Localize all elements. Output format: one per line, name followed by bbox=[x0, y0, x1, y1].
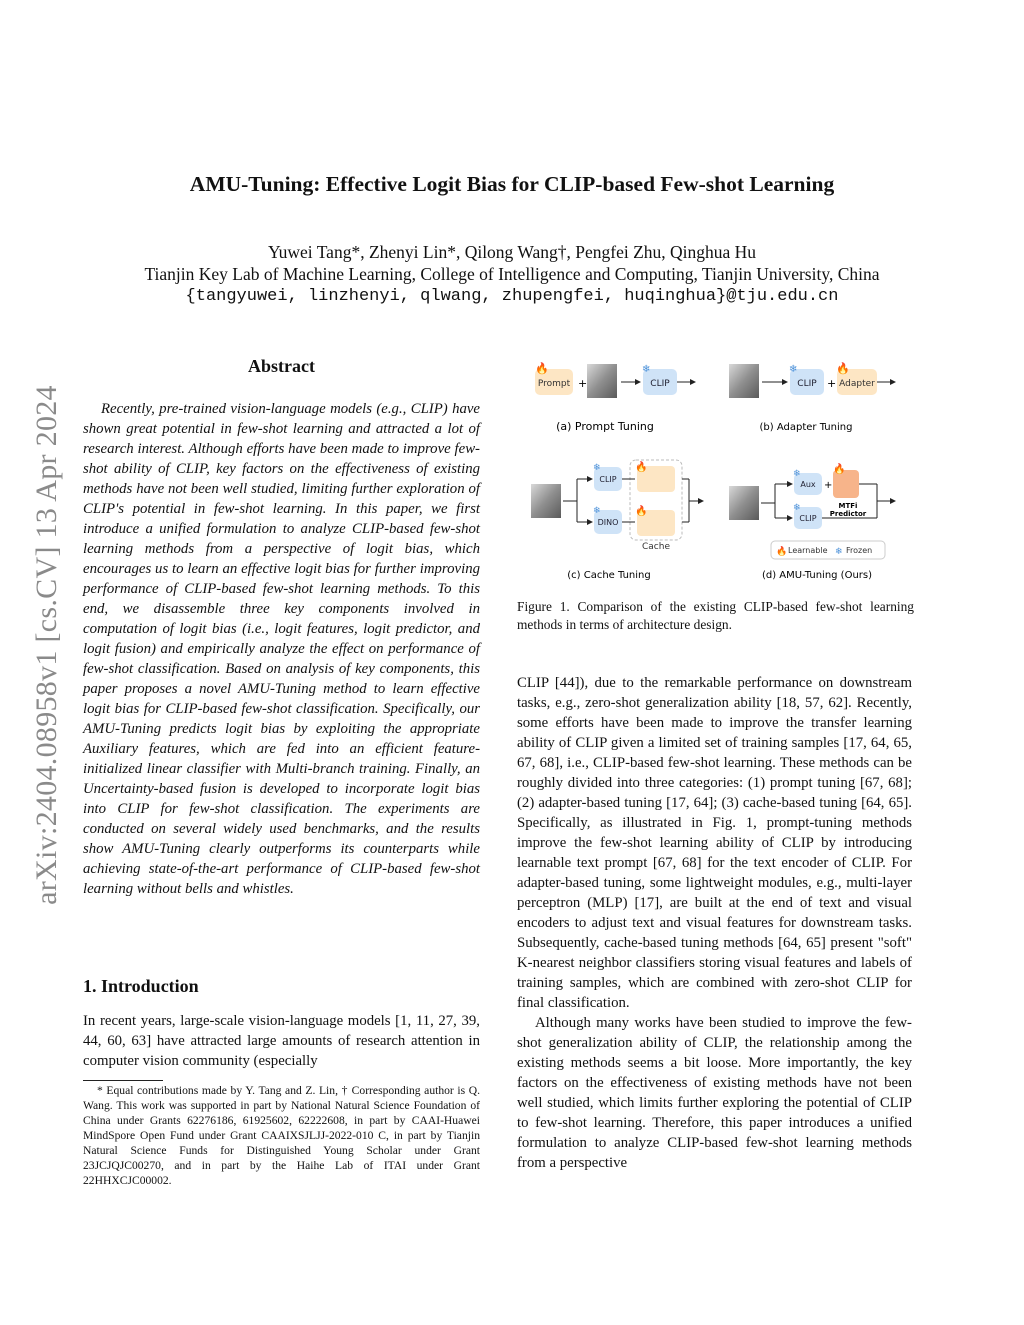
cache-label: Cache bbox=[642, 542, 670, 552]
figure-caption: Figure 1. Comparison of the existing CLIP-based few-shot learning methods in terms of architecture design. bbox=[517, 599, 914, 632]
arxiv-sidebar: arXiv:2404.08958v1 [cs.CV] 13 Apr 2024 bbox=[30, 385, 63, 905]
snowflake-icon: ❄ bbox=[793, 503, 801, 513]
panel-adapter-tuning bbox=[729, 362, 895, 398]
paragraph-1: CLIP [44]), due to the remarkable performance on downstream tasks, e.g., zero-shot generalization ability [18, 57, 62]. Recently, some efforts have been made to improve the transfer learning ability of CLIP given a limited set of training samples [17, 64, 65, 67, 68], i.e., CLIP-based few-shot learning. These methods can be roughly divided into three categories: (1) prompt tuning [67, 68]; (2) adapter-based tuning [17, 64]; (3) cache-based tuning [64, 65]. Specifically, as illustrated in Fig. 1, prompt-tuning methods improve the few-shot learning ability of CLIP by introducing learnable text prompt [67, 68] for the text encoder of CLIP. For adapter-based tuning, some lightweight modules, e.g., multi-layer perceptron (MLP) [17], are built at the end of text and visual encoders to adjust text and visual features for downstream tasks. Subsequently, cache-based tuning methods [64, 65] present "soft" K-nearest neighbor classifiers storing visual features and labels of training samples, which are combined with zero-shot CLIP for final classification. bbox=[517, 675, 912, 1011]
snowflake-icon: ❄ bbox=[789, 364, 798, 375]
aux-label: Aux bbox=[800, 480, 816, 489]
adapter-label: Adapter bbox=[839, 379, 875, 389]
snowflake-icon: ❄ bbox=[593, 463, 601, 473]
subcaption-b: (b) Adapter Tuning bbox=[759, 422, 853, 433]
emails: {tangyuwei, linzhenyi, qlwang, zhupengfei, huqinghua}@tju.edu.cn bbox=[185, 287, 839, 306]
plus-sign: + bbox=[824, 480, 833, 491]
plus-sign: + bbox=[827, 377, 837, 390]
footnote: * Equal contributions made by Y. Tang and Z. Lin, † Corresponding author is Q. Wang. This work was supported in part by National Natural Science Foundation of China under Grants 62276186, 61925602, 62222608, in part by CAAI-Huawei MindSpore Open Fund under Grant CAAIXSJLJJ-2022-010 C, in part by Tianjin Natural Science Funds for Distinguished Young Scholar under Grant 23JCJQJC00270, and in part by the Haihe Lab of ITAI under Grant 22HHXCJC00002. bbox=[83, 1084, 480, 1187]
panel-amu-tuning bbox=[729, 462, 895, 559]
intro-heading: 1. Introduction bbox=[83, 976, 199, 996]
right-column bbox=[517, 673, 912, 1173]
paragraph-2: Although many works have been studied to improve the few-shot generalization ability of CLIP, the relationship among the existing methods seems a bit loose. More importantly, the key factors on the effectiveness of existing methods have not been well studied, which limits further exploring the potential of CLIP to few-shot learning. Therefore, this paper introduces a unified formulation to analyze CLIP-based few-shot learning methods from a perspective bbox=[517, 1015, 912, 1171]
snowflake-icon: ❄ bbox=[593, 506, 601, 516]
intro-text: In recent years, large-scale vision-language models [1, 11, 27, 39, 44, 60, 63] have attracted large amounts of research attention in computer vision community (especially bbox=[83, 1013, 480, 1069]
legend-learnable: Learnable bbox=[788, 546, 828, 555]
panel-cache-tuning bbox=[531, 460, 703, 552]
flame-icon: 🔥 bbox=[776, 547, 788, 557]
subcaption-c: (c) Cache Tuning bbox=[567, 570, 651, 581]
subcaption-a: (a) Prompt Tuning bbox=[556, 420, 654, 433]
abstract-heading: Abstract bbox=[248, 356, 315, 376]
snowflake-icon: ❄ bbox=[835, 547, 843, 557]
affiliation: Tianjin Key Lab of Machine Learning, College of Intelligence and Computing, Tianjin University, China bbox=[144, 264, 880, 284]
clip-label: CLIP bbox=[599, 475, 617, 484]
cat-image bbox=[531, 484, 561, 518]
predictor-label: Predictor bbox=[829, 510, 867, 518]
snowflake-icon: ❄ bbox=[793, 469, 801, 479]
panel-prompt-tuning bbox=[535, 362, 695, 398]
figure-1 bbox=[517, 352, 917, 587]
snowflake-icon: ❄ bbox=[642, 364, 651, 375]
cat-image bbox=[729, 486, 759, 520]
dino-label: DINO bbox=[597, 518, 619, 527]
clip-label: CLIP bbox=[650, 379, 670, 389]
legend-frozen: Frozen bbox=[846, 546, 873, 555]
abstract-text: Recently, pre-trained vision-language models (e.g., CLIP) have shown great potential in few-shot learning and attracted a lot of research interest. Although efforts have been made to improve few-shot ability of CLIP, key factors on the effectiveness of existing methods have not been well studied, limiting further exploration of CLIP's potential in few-shot learning. In this paper, we first introduce a unified formulation to analyze CLIP-based few-shot learning methods from a perspective of logit bias, which encourages us to learn an effective logit bias for further improving performance of CLIP-based few-shot learning methods. To this end, we disassemble three key components involved in computation of logit bias (i.e., logit features, logit predictor, and logit fusion) and empirically analyze the effect on performance of few-shot classification. Based on analysis of key components, this paper proposes a novel AMU-Tuning method to learn effective logit bias for CLIP-based few-shot classification. Specifically, our AMU-Tuning predicts logit bias by exploiting the appropriate Auxiliary features, which are fed into an efficient feature-initialized linear classifier with Multi-branch training. Finally, an Uncertainty-based fusion is developed to incorporate logit bias into CLIP for few-shot classification. The experiments are conducted on several widely used benchmarks, and the results show AMU-Tuning clearly outperforms its counterparts while achieving state-of-the-art performance of CLIP-based few-shot learning without bells and whistles. bbox=[83, 401, 480, 897]
flame-icon: 🔥 bbox=[635, 462, 648, 473]
clip-label: CLIP bbox=[797, 379, 817, 389]
mtfi-label: MTFi bbox=[838, 502, 858, 510]
cat-image bbox=[729, 364, 759, 398]
author-block bbox=[0, 241, 1024, 285]
footnote-rule bbox=[83, 1080, 163, 1081]
plus-sign: + bbox=[578, 377, 588, 390]
flame-icon: 🔥 bbox=[635, 506, 648, 517]
cat-image bbox=[587, 364, 617, 398]
flame-icon: 🔥 bbox=[535, 362, 549, 375]
paper-title: AMU-Tuning: Effective Logit Bias for CLIP-based Few-shot Learning bbox=[189, 172, 835, 196]
authors: Yuwei Tang*, Zhenyi Lin*, Qilong Wang†, Pengfei Zhu, Qinghua Hu bbox=[267, 242, 757, 262]
prompt-label: Prompt bbox=[537, 379, 571, 389]
flame-icon: 🔥 bbox=[836, 362, 850, 375]
clip-label: CLIP bbox=[799, 514, 817, 523]
flame-icon: 🔥 bbox=[833, 464, 846, 475]
subcaption-d: (d) AMU-Tuning (Ours) bbox=[761, 570, 873, 581]
